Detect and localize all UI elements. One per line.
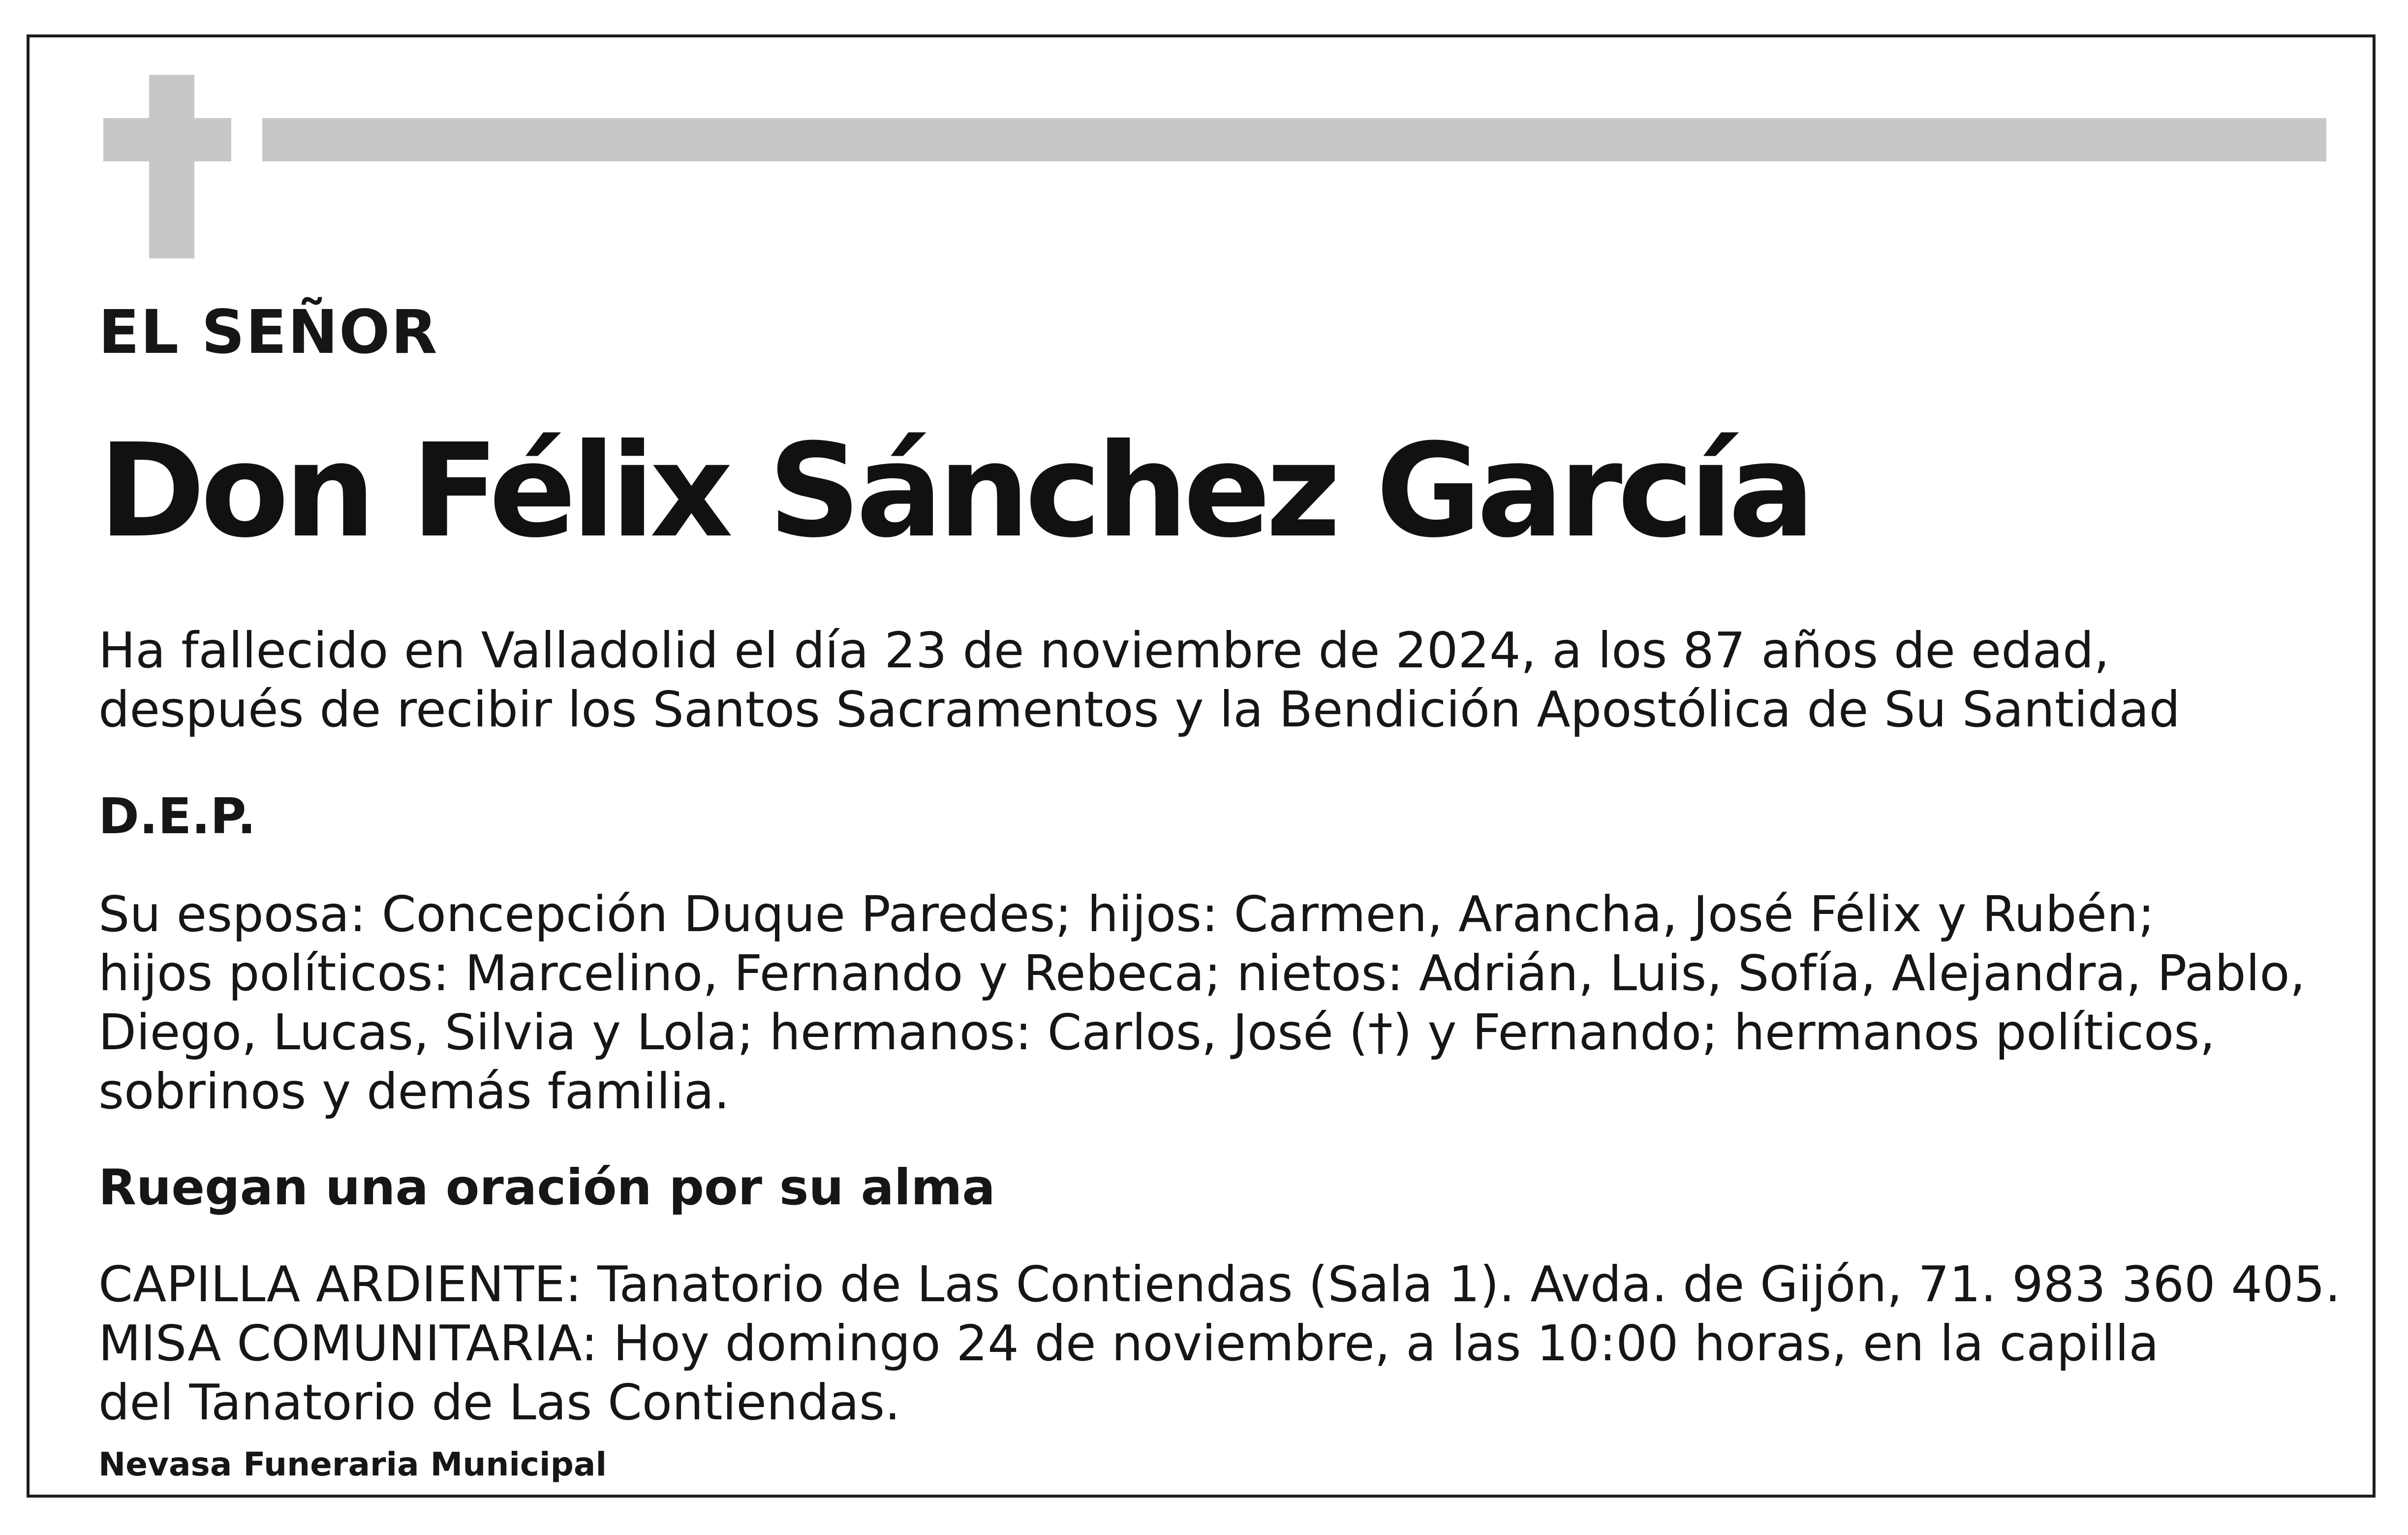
announcement-line: Ha fallecido en Valladolid el día 23 de noviembre de 2024, a los 87 años de edad, bbox=[98, 622, 2110, 679]
family-line: Su esposa: Concepción Duque Paredes; hijos: Carmen, Arancha, José Félix y Rubén; bbox=[98, 885, 2155, 943]
honorific: EL SEÑOR bbox=[98, 297, 438, 367]
header-rule bbox=[262, 118, 2326, 161]
service-line: MISA COMUNITARIA: Hoy domingo 24 de noviembre, a las 10:00 horas, en la capilla bbox=[98, 1315, 2159, 1372]
rip-text: D.E.P. bbox=[98, 787, 256, 845]
prayer-request: Ruegan una oración por su alma bbox=[98, 1159, 995, 1216]
cross-icon-vertical bbox=[149, 75, 194, 258]
funeral-home-name: Nevasa Funeraria Municipal bbox=[98, 1445, 607, 1483]
family-line: sobrinos y demás familia. bbox=[98, 1063, 730, 1120]
death-announcement bbox=[98, 621, 2180, 739]
service-line: CAPILLA ARDIENTE: Tanatorio de Las Contiendas (Sala 1). Avda. de Gijón, 71. 983 360 405. bbox=[98, 1255, 2341, 1313]
announcement-line: después de recibir los Santos Sacramentos y la Bendición Apostólica de Su Santidad bbox=[98, 681, 2181, 738]
deceased-name: Don Félix Sánchez García bbox=[98, 416, 1811, 566]
family-line: hijos políticos: Marcelino, Fernando y Rebeca; nietos: Adrián, Luis, Sofía, Alejandra, Pablo, bbox=[98, 944, 2306, 1002]
cross-icon-horizontal bbox=[103, 118, 231, 161]
family-line: Diego, Lucas, Silvia y Lola; hermanos: Carlos, José (†) y Fernando; hermanos políticos, bbox=[98, 1003, 2216, 1061]
service-line: del Tanatorio de Las Contiendas. bbox=[98, 1374, 900, 1431]
service-details bbox=[98, 1255, 2341, 1432]
family-list bbox=[98, 885, 2305, 1121]
